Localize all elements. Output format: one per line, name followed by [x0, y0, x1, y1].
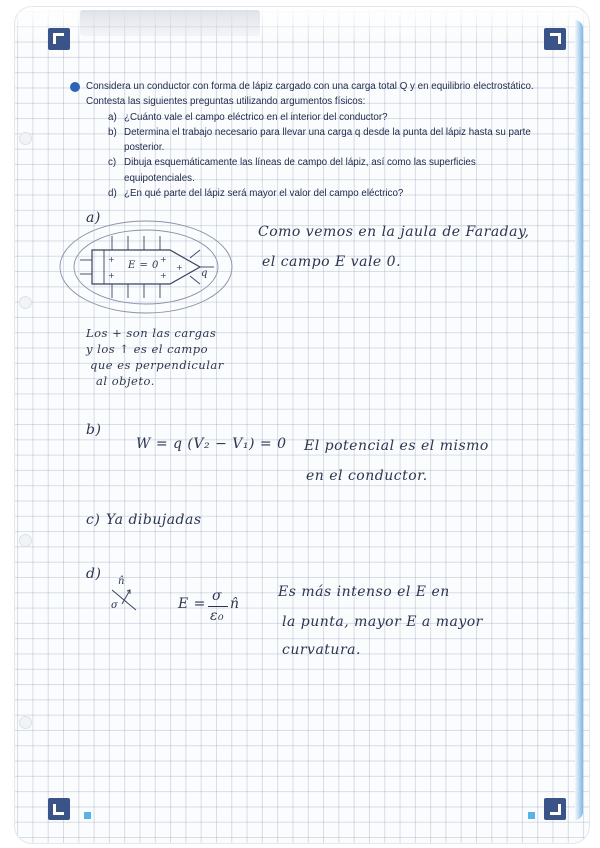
sigma-point-label: σ — [111, 600, 119, 611]
answer-b-equation: W = q (V₂ − V₁) = 0 — [136, 436, 287, 452]
drawing-label-e-zero: E = 0 — [128, 260, 159, 271]
question-item-a: a) ¿Cuánto vale el campo eléctrico en el interior del conductor? — [108, 111, 388, 123]
question-item-b: b) Determina el trabajo necesario para llevar una carga q desde la punta del lápiz hasta su parte posterior. — [108, 126, 531, 154]
answer-d-text-line2: la punta, mayor E a mayor — [282, 614, 483, 630]
answer-d-equation-lhs: E = — [178, 596, 206, 612]
answer-d-equation-num: σ — [212, 588, 223, 604]
answer-d-equation-unit: n̂ — [230, 596, 240, 612]
answer-b-text-line1: El potencial es el mismo — [304, 438, 489, 454]
answer-d-text-line1: Es más intenso el E en — [278, 584, 450, 600]
answer-c-label: c) — [86, 512, 101, 528]
answer-a-text-line1: Como vemos en la jaula de Faraday, — [258, 224, 530, 240]
answer-b-text-line2: en el conductor. — [306, 468, 428, 484]
charge-plus: + — [108, 271, 115, 280]
question-item-c: c) Dibuja esquemáticamente las líneas de campo del lápiz, así como las superficies equipotenciales. — [108, 157, 476, 184]
answer-a-note-line4: al objeto. — [96, 374, 155, 388]
vector-n-label: n̂ — [118, 576, 125, 587]
answer-c-text: Ya dibujadas — [106, 512, 202, 528]
question-item-d: d) ¿En qué parte del lápiz será mayor el valor del campo eléctrico? — [108, 188, 404, 200]
answer-d-text-line3: curvatura. — [282, 642, 361, 658]
answer-a-label: a) — [86, 210, 101, 226]
charge-plus: + — [160, 255, 167, 264]
charge-plus: + — [176, 263, 183, 272]
charge-plus: + — [108, 255, 115, 264]
fraction-bar — [208, 606, 228, 607]
answer-a-text-line2: el campo E vale 0. — [262, 254, 402, 270]
drawing-label-tip-charge: q — [201, 268, 208, 279]
answer-b-label: b) — [86, 422, 102, 438]
answer-d-label: d) — [86, 566, 102, 582]
charge-plus: + — [160, 271, 167, 280]
answer-a-note-line2: y los ↑ es el campo — [86, 342, 209, 356]
answer-d-equation-den: ε₀ — [210, 608, 225, 624]
answer-a-note-line1: Los + son las cargas — [86, 326, 217, 340]
answer-a-note-line3: que es perpendicular — [90, 358, 224, 372]
question-intro: Considera un conductor con forma de lápiz cargado con una carga total Q y en equilibrio electrostático. Contesta las siguientes preguntas utilizando argumentos físicos: — [86, 81, 534, 108]
